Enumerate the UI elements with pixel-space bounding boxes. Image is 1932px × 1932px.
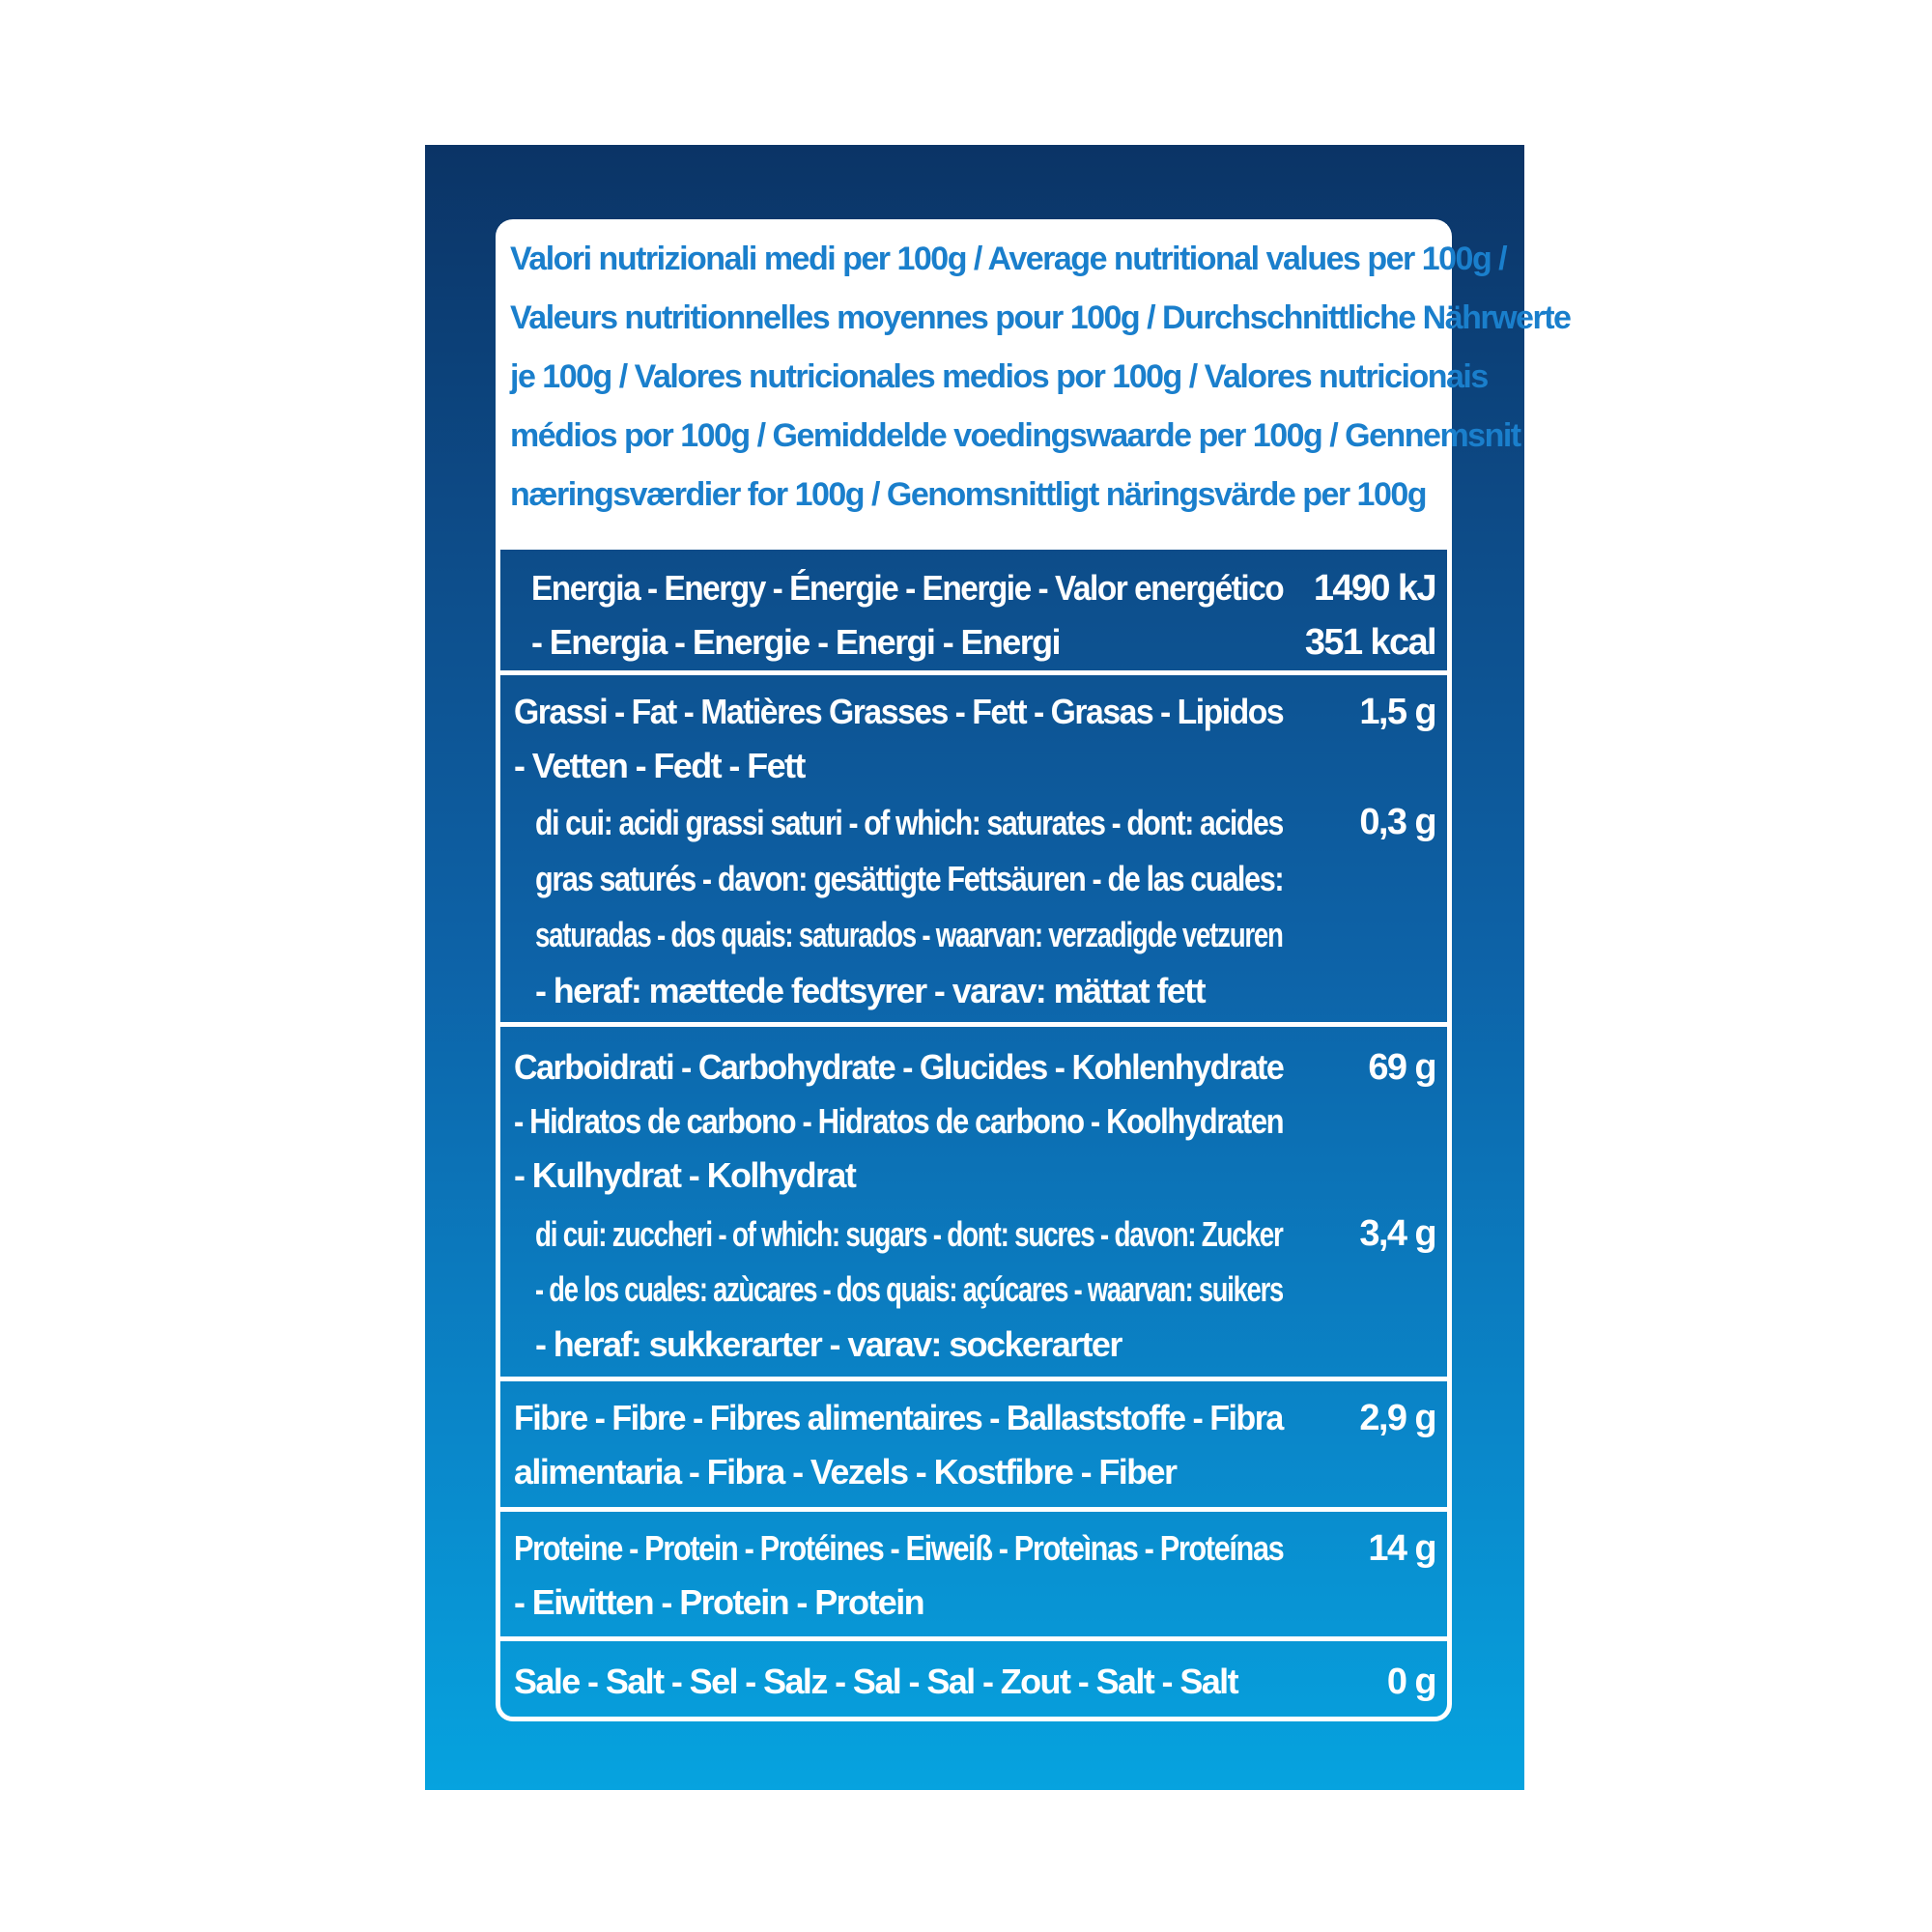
energy-kj: 1490 kJ (1313, 568, 1435, 609)
label-line: alimentaria - Fibra - Vezels - Kostfibre - Fiber (514, 1452, 1177, 1492)
saturates-label (514, 795, 1283, 1019)
nutrition-table (500, 550, 1447, 1717)
salt-value: 0 g (1386, 1662, 1435, 1702)
table-row-salt (500, 1636, 1447, 1723)
header-line: Valori nutrizionali medi per 100g / Average nutritional values per 100g / (510, 241, 1507, 277)
salt-label (514, 1655, 1283, 1709)
label-line: gras saturés - davon: gesättigte Fettsäuren - de las cuales: (535, 859, 1284, 898)
fat-value: 1,5 g (1359, 692, 1435, 732)
table-row-protein (500, 1507, 1447, 1636)
table-row-fibre (500, 1377, 1447, 1507)
label-line: saturadas - dos quais: saturados - waarvan: verzadigde vetzuren (535, 915, 1283, 954)
label-line: Carboidrati - Carbohydrate - Glucides - Kohlenhydrate (514, 1047, 1284, 1087)
sugars-label (514, 1207, 1283, 1372)
table-row-carbohydrate (500, 1022, 1447, 1377)
label-line: Sale - Salt - Sel - Salz - Sal - Sal - Zout - Salt - Salt (514, 1662, 1237, 1701)
label-line: di cui: zuccheri - of which: sugars - dont: sucres - davon: Zucker (535, 1214, 1283, 1254)
fibre-label (514, 1391, 1283, 1499)
label-line: Energia - Energy - Énergie - Energie - Valor energético (531, 568, 1284, 608)
energy-label (531, 561, 1283, 669)
label-line: Proteine - Protein - Protéines - Eiweiß - Proteìnas - Proteínas (514, 1528, 1284, 1568)
protein-label (514, 1521, 1283, 1630)
fibre-value: 2,9 g (1359, 1398, 1435, 1438)
header-line: Valeurs nutritionnelles moyennes pour 100g / Durchschnittliche Nährwerte (510, 299, 1571, 336)
protein-value: 14 g (1368, 1528, 1435, 1569)
table-row-fat (500, 670, 1447, 1022)
header-line: médios por 100g / Gemiddelde voedingswaarde per 100g / Gennemsnit (510, 417, 1520, 454)
nutrition-header (500, 224, 1571, 550)
nutrition-panel-background (425, 145, 1571, 1790)
table-row-energy (500, 550, 1447, 670)
saturates-value: 0,3 g (1359, 802, 1435, 842)
nutrition-label-box (496, 219, 1571, 1721)
label-line: di cui: acidi grassi saturi - of which: saturates - dont: acides (535, 803, 1283, 842)
label-line: - Energia - Energie - Energi - Energi (531, 622, 1060, 662)
label-line: Grassi - Fat - Matières Grasses - Fett - Grasas - Lipidos (514, 692, 1284, 731)
header-line: næringsværdier for 100g / Genomsnittligt näringsvärde per 100g (510, 476, 1427, 513)
label-line: - Eiwitten - Protein - Protein (514, 1582, 924, 1622)
label-line: - Vetten - Fedt - Fett (514, 746, 805, 785)
label-line: - Hidratos de carbono - Hidratos de carbono - Koolhydraten (514, 1101, 1284, 1141)
fat-label (514, 685, 1283, 793)
carbohydrate-label (514, 1040, 1283, 1203)
label-line: - heraf: sukkerarter - varav: sockerarter (535, 1324, 1122, 1364)
sugars-value: 3,4 g (1359, 1213, 1435, 1254)
label-line: - heraf: mættede fedtsyrer - varav: mättat fett (535, 971, 1205, 1010)
label-line: Fibre - Fibre - Fibres alimentaires - Ballaststoffe - Fibra (514, 1398, 1283, 1437)
energy-kcal: 351 kcal (1304, 622, 1435, 663)
label-line: - Kulhydrat - Kolhydrat (514, 1155, 856, 1195)
energy-value (1305, 561, 1435, 669)
header-line: je 100g / Valores nutricionales medios por 100g / Valores nutricionais (510, 358, 1488, 395)
carbohydrate-value: 69 g (1368, 1047, 1435, 1088)
label-line: - de los cuales: azùcares - dos quais: açúcares - waarvan: suikers (535, 1269, 1283, 1309)
